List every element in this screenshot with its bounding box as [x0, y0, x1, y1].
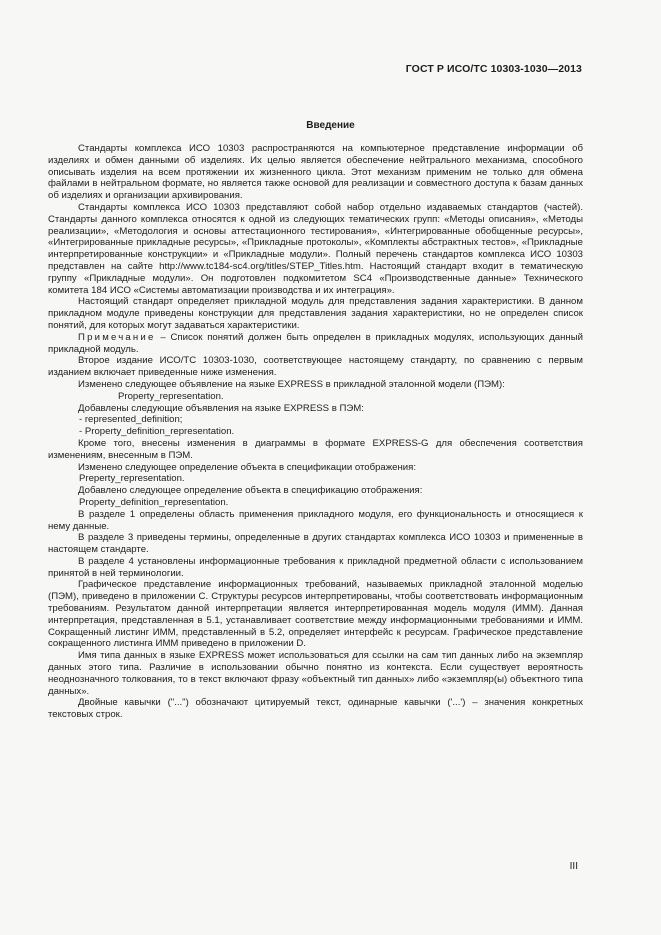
paragraph: Стандарты комплекса ИСО 10303 распространяются на компьютерное представление информации об изделиях и обмен данными об изделиях. Их целью является обеспечение нейтрального механизма, способного описывать изделия на всем протяжении их жизненного цикла. Этот механизм применим не только для обмена файлами в нейтральном формате, но является также основой для реализации и совместного доступа к базам данных об изделиях и организации архивирования. — [48, 143, 583, 202]
note — [48, 332, 583, 356]
paragraph: Двойные кавычки ("...") обозначают цитируемый текст, одинарные кавычки ('...') – значения конкретных текстовых строк. — [48, 697, 583, 721]
paragraph: Настоящий стандарт определяет прикладной модуль для представления задания характеристики. В данном прикладном модуле приведены конструкции для представления задания характеристики, но не определен список понятий, для которых могут задаваться характеристики. — [48, 296, 583, 331]
list-item: Preperty_representation. — [79, 473, 185, 485]
paragraph: В разделе 3 приведены термины, определенные в других стандартах комплекса ИСО 10303 и примененные в настоящем стандарте. — [48, 532, 583, 556]
paragraph: Имя типа данных в языке EXPRESS может использоваться для ссылки на сам тип данных либо на экземпляр данных этого типа. Различие в использовании обычно понятно из контекста. Если существует вероятность неоднозначного толкования, то в текст включают фразу «объектный тип данных» либо «экземпляр(ы) объектного типа данных». — [48, 650, 583, 697]
note-text: – Список понятий должен быть определен в прикладных модулях, использующих данный прикладной модуль. — [48, 331, 583, 355]
document-header: ГОСТ Р ИСО/ТС 10303-1030—2013 — [405, 63, 582, 75]
list-item: Property_representation. — [118, 390, 224, 402]
paragraph: Добавлены следующие объявления на языке EXPRESS в ПЭМ: — [78, 402, 364, 414]
paragraph: Второе издание ИСО/ТС 10303-1030, соответствующее настоящему стандарту, по сравнению с первым изданием включает приведенные ниже изменения. — [48, 355, 583, 379]
paragraph: Изменено следующее объявление на языке EXPRESS в прикладной эталонной модели (ПЭМ): — [78, 378, 505, 390]
paragraph: Стандарты комплекса ИСО 10303 представляют собой набор отдельно издаваемых стандартов (частей). Стандарты данного комплекса относятся к одной из следующих тематических групп: «Методы описания», «Методы реализации», «Методология и основы аттестационного тестирования», «Интегрированные обобщенные ресурсы», «Интегрированные прикладные ресурсы», «Прикладные протоколы», «Комплекты абстрактных тестов», «Прикладные интерпретированные конструкции» и «Прикладные модули». Полный перечень стандартов комплекса ИСО 10303 представлен на сайте http://www.tc184-sc4.org/titles/STEP_Titles.htm. Настоящий стандарт входит в тематическую группу «Прикладные модули». Он подготовлен подкомитетом SC4 «Производственные данные» Технического комитета 184 ИСО «Системы автоматизации производства и их интеграция». — [48, 201, 583, 296]
note-label: Примечание — [78, 331, 156, 343]
paragraph: В разделе 4 установлены информационные требования к прикладной предметной области с использованием принятой в ней терминологии. — [48, 555, 583, 579]
document-body — [48, 143, 583, 721]
list-item: - represented_definition; — [79, 414, 183, 426]
paragraph: В разделе 1 определены область применения прикладного модуля, его функциональность и относящиеся к нему данные. — [48, 508, 583, 532]
section-title: Введение — [306, 120, 355, 131]
page-number: III — [569, 861, 578, 872]
paragraph: Добавлено следующее определение объекта в спецификацию отображения: — [78, 485, 423, 497]
list-item: Property_definition_representation. — [79, 496, 229, 508]
paragraph: Изменено следующее определение объекта в спецификации отображения: — [78, 461, 417, 473]
list-item: - Property_definition_representation. — [79, 426, 235, 438]
paragraph: Графическое представление информационных требований, называемых прикладной эталонной моделью (ПЭМ), приведено в приложении С. Структуры ресурсов интерпретированы, чтобы соответствовать информационным требованиям. Результатом данной интерпретации является интерпретированная модель модуля (ИММ). Данная интерпретация, представленная в 5.1, устанавливает соответствие между информационными требованиями и ИММ. Сокращенный листинг ИММ, представленный в 5.2, определяет интерфейс к ресурсам. Графическое представление сокращенного листинга ИММ приведено в приложении D. — [48, 579, 583, 650]
paragraph: Кроме того, внесены изменения в диаграммы в формате EXPRESS-G для обеспечения соответствия изменениям, внесенным в ПЭМ. — [48, 437, 583, 461]
